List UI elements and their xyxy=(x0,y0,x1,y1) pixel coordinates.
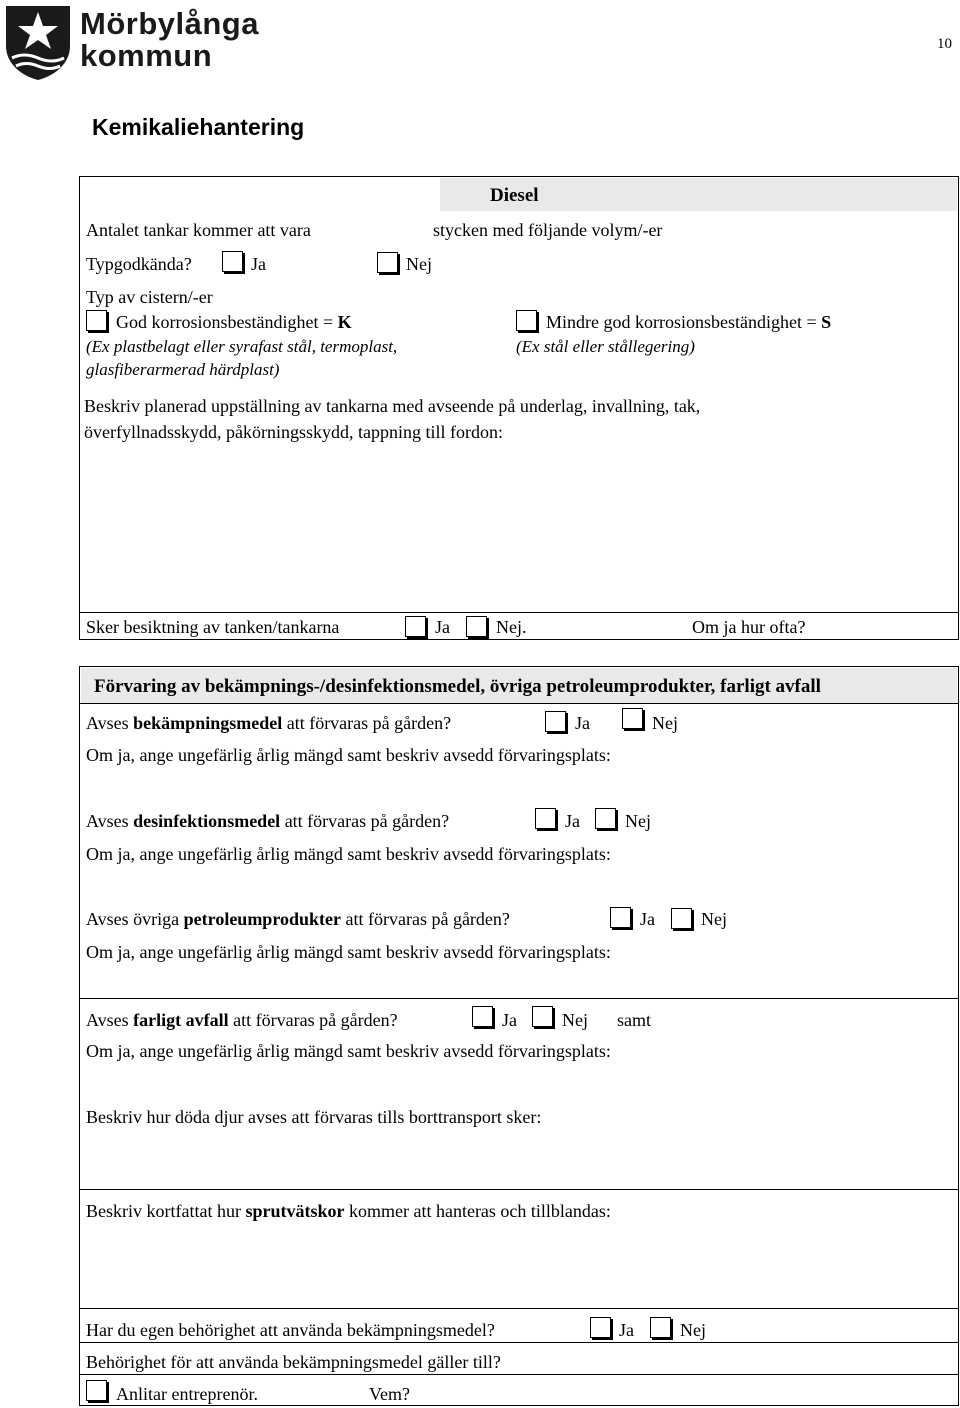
municipality-logo-emblem xyxy=(2,2,74,82)
tank-setup-prompt-line2: överfyllnadsskydd, påkörningsskydd, tappning till fordon: xyxy=(84,422,503,442)
inspection-divider xyxy=(79,612,959,613)
corrosion-k-label: God korrosionsbeständighet = K xyxy=(116,312,352,332)
authorization-valid-divider xyxy=(79,1342,959,1343)
pesticide-ja-label: Ja xyxy=(575,713,590,733)
tank-count-label: Antalet tankar kommer att vara xyxy=(86,220,311,240)
pesticide-ja-checkbox[interactable] xyxy=(545,711,566,732)
tank-setup-answer-area[interactable] xyxy=(84,450,944,600)
corrosion-k-checkbox[interactable] xyxy=(86,310,107,331)
corrosion-k-note-line2: glasfiberarmerad härdplast) xyxy=(86,360,280,379)
pesticide-amount-answer[interactable] xyxy=(84,770,944,800)
spray-divider xyxy=(79,1189,959,1190)
pesticide-nej-checkbox[interactable] xyxy=(622,708,643,729)
pesticide-nej-label: Nej xyxy=(652,713,678,733)
contractor-label: Anlitar entreprenör. xyxy=(116,1384,258,1404)
petroleum-ja-label: Ja xyxy=(640,909,655,929)
disinfectant-ja-checkbox[interactable] xyxy=(535,808,556,829)
dead-animals-prompt: Beskriv hur döda djur avses att förvaras tills borttransport sker: xyxy=(86,1107,542,1127)
disinfectant-nej-label: Nej xyxy=(625,811,651,831)
hazardous-waste-nej-label: Nej xyxy=(562,1010,588,1030)
corrosion-s-label: Mindre god korrosionsbeständighet = S xyxy=(546,312,832,332)
hazardous-waste-divider xyxy=(79,998,959,999)
tank-setup-prompt-line1: Beskriv planerad uppställning av tankarna med avseende på underlag, invallning, tak, xyxy=(84,396,701,416)
page-number: 10 xyxy=(937,36,952,52)
hazardous-waste-samt: samt xyxy=(617,1010,651,1030)
disinfectant-nej-checkbox[interactable] xyxy=(595,808,616,829)
authorization-ja-checkbox[interactable] xyxy=(590,1317,611,1338)
hazardous-waste-question: Avses farligt avfall att förvaras på gården? xyxy=(86,1010,398,1030)
typgodkanda-ja-label: Ja xyxy=(251,254,266,274)
petroleum-question: Avses övriga petroleumprodukter att förvaras på gården? xyxy=(86,909,510,929)
contractor-divider xyxy=(79,1374,959,1375)
dead-animals-answer[interactable] xyxy=(84,1132,944,1182)
petroleum-nej-label: Nej xyxy=(701,909,727,929)
petroleum-ja-checkbox[interactable] xyxy=(610,907,631,928)
petroleum-nej-checkbox[interactable] xyxy=(671,908,692,929)
corrosion-k-note-line1: (Ex plastbelagt eller syrafast stål, termoplast, xyxy=(86,337,398,356)
inspection-ja-checkbox[interactable] xyxy=(405,616,426,637)
petroleum-amount-prompt: Om ja, ange ungefärlig årlig mängd samt beskriv avsedd förvaringsplats: xyxy=(86,942,611,962)
authorization-question: Har du egen behörighet att använda bekämpningsmedel? xyxy=(86,1320,495,1340)
diesel-heading: Diesel xyxy=(490,185,539,206)
disinfectant-ja-label: Ja xyxy=(565,811,580,831)
tank-volume-label: stycken med följande volym/-er xyxy=(433,220,663,240)
contractor-checkbox[interactable] xyxy=(86,1380,107,1401)
inspection-nej-checkbox[interactable] xyxy=(466,616,487,637)
hazardous-waste-nej-checkbox[interactable] xyxy=(532,1006,553,1027)
authorization-valid-question: Behörighet för att använda bekämpningsmedel gäller till? xyxy=(86,1352,501,1372)
typgodkanda-label: Typgodkända? xyxy=(86,254,192,274)
logo-text-line1: Mörbylånga xyxy=(80,6,259,41)
pesticide-amount-prompt: Om ja, ange ungefärlig årlig mängd samt beskriv avsedd förvaringsplats: xyxy=(86,745,611,765)
spray-liquid-prompt: Beskriv kortfattat hur sprutvätskor kommer att hanteras och tillblandas: xyxy=(86,1201,611,1221)
corrosion-s-note: (Ex stål eller stållegering) xyxy=(516,337,695,356)
typgodkanda-ja-checkbox[interactable] xyxy=(222,251,243,272)
disinfectant-amount-answer[interactable] xyxy=(84,868,944,898)
logo-text-line2: kommun xyxy=(80,38,213,73)
inspection-label: Sker besiktning av tanken/tankarna xyxy=(86,617,340,637)
storage-heading-divider xyxy=(79,703,959,704)
typgodkanda-nej-checkbox[interactable] xyxy=(377,252,398,273)
typgodkanda-nej-label: Nej xyxy=(406,254,432,274)
hazardous-waste-ja-label: Ja xyxy=(502,1010,517,1030)
pesticide-question: Avses bekämpningsmedel att förvaras på gården? xyxy=(86,713,452,733)
hazardous-waste-ja-checkbox[interactable] xyxy=(472,1006,493,1027)
inspection-frequency-label: Om ja hur ofta? xyxy=(692,617,806,637)
petroleum-amount-answer[interactable] xyxy=(84,966,944,994)
page-title: Kemikaliehantering xyxy=(92,114,305,140)
storage-heading: Förvaring av bekämpnings-/desinfektionsmedel, övriga petroleumprodukter, farligt avfall xyxy=(94,676,821,697)
authorization-nej-label: Nej xyxy=(680,1320,706,1340)
inspection-ja-label: Ja xyxy=(435,617,450,637)
authorization-ja-label: Ja xyxy=(619,1320,634,1340)
disinfectant-question: Avses desinfektionsmedel att förvaras på gården? xyxy=(86,811,450,831)
hazardous-waste-amount-prompt: Om ja, ange ungefärlig årlig mängd samt beskriv avsedd förvaringsplats: xyxy=(86,1041,611,1061)
cistern-type-label: Typ av cistern/-er xyxy=(86,287,213,307)
inspection-nej-label: Nej. xyxy=(496,617,527,637)
corrosion-s-checkbox[interactable] xyxy=(516,310,537,331)
contractor-who-label: Vem? xyxy=(369,1384,410,1404)
spray-liquid-answer[interactable] xyxy=(84,1226,944,1302)
authorization-divider xyxy=(79,1308,959,1309)
authorization-nej-checkbox[interactable] xyxy=(650,1317,671,1338)
disinfectant-amount-prompt: Om ja, ange ungefärlig årlig mängd samt beskriv avsedd förvaringsplats: xyxy=(86,844,611,864)
